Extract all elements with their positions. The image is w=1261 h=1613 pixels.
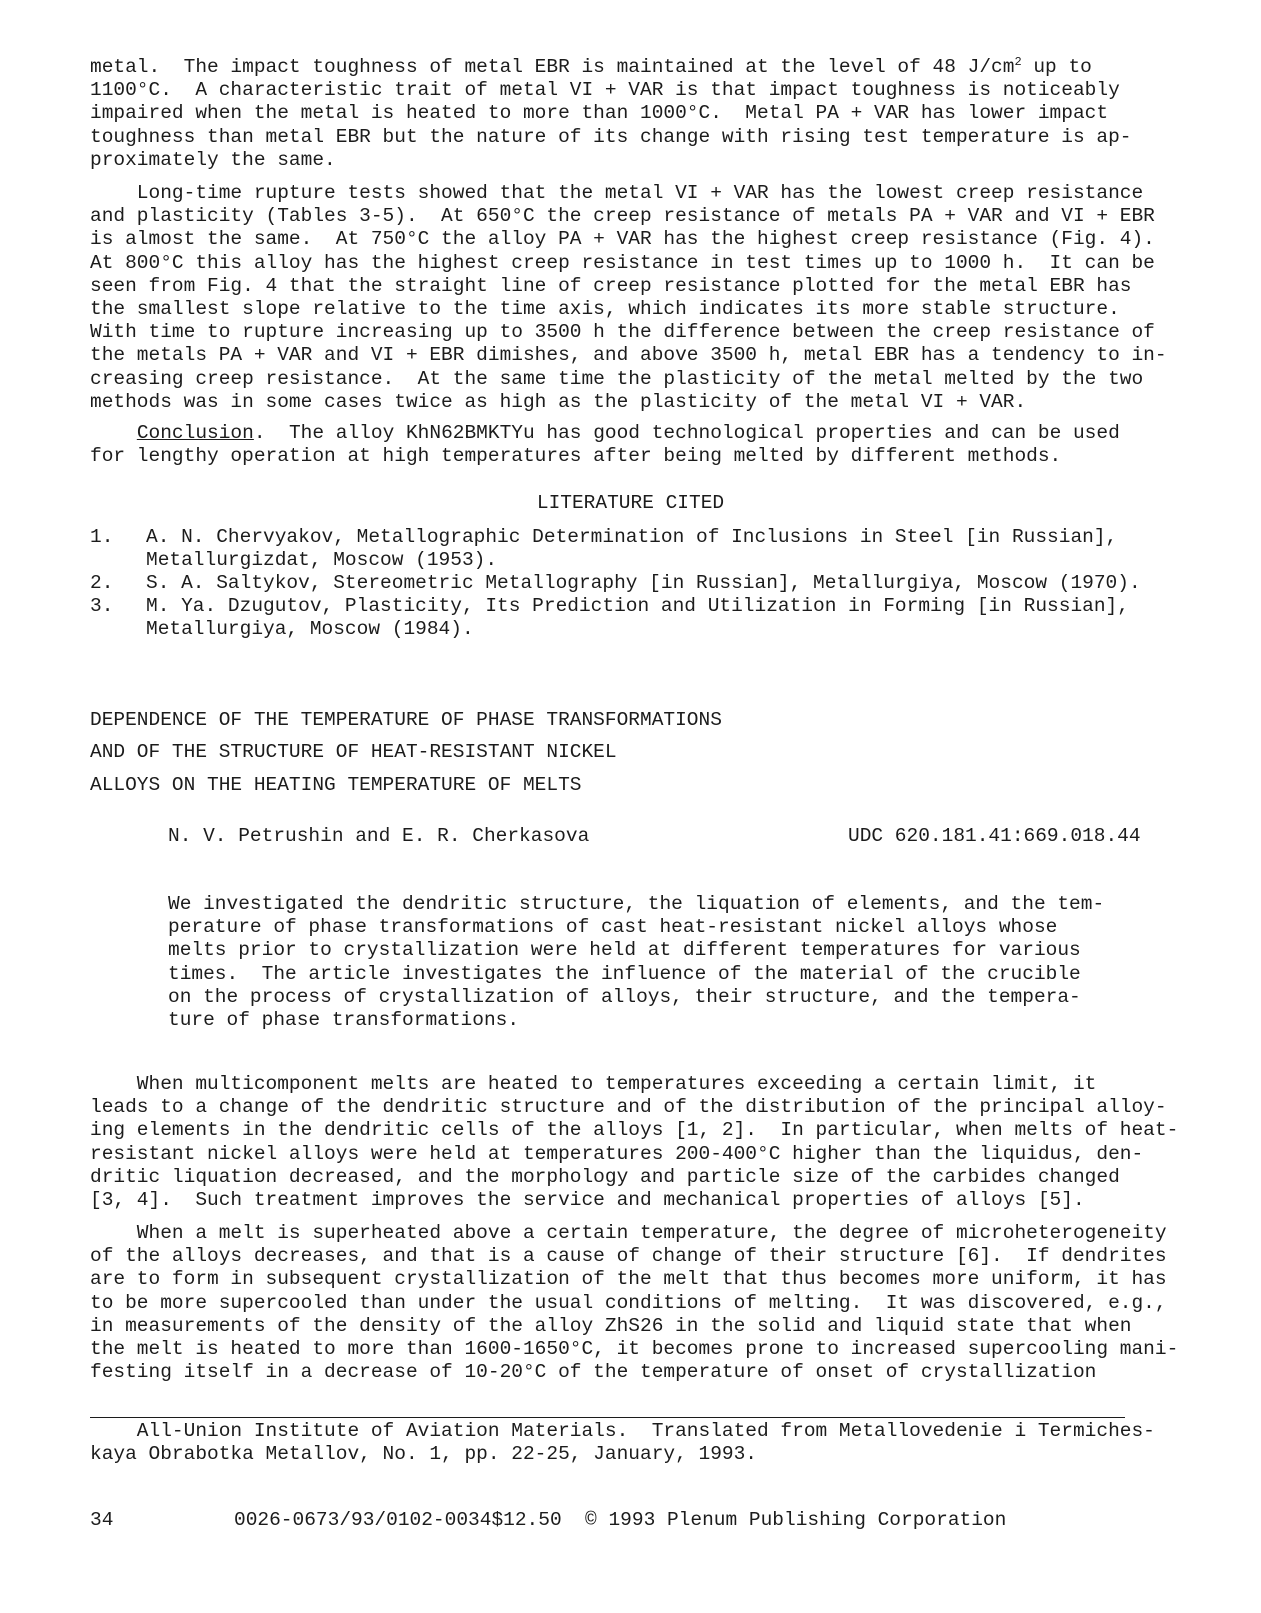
text-line: to be more supercooled than under the usual conditions of melting. It was discovered, e.g., — [90, 1291, 1167, 1314]
text-line: ture of phase transformations. — [168, 1009, 520, 1032]
reference-text: A. N. Chervyakov, Metallographic Determination of Inclusions in Steel [in Russian], — [146, 526, 1118, 548]
article-title-line-3: ALLOYS ON THE HEATING TEMPERATURE OF MELTS — [90, 774, 582, 796]
text-line: on the process of crystallization of alloys, their structure, and the tempera- — [168, 985, 1081, 1008]
text-line: When multicomponent melts are heated to temperatures exceeding a certain limit, it — [90, 1073, 1097, 1095]
text-line: melts prior to crystallization were held at different temperatures for various — [168, 939, 1081, 962]
text-line: creasing creep resistance. At the same time the plasticity of the metal melted by the two — [90, 367, 1144, 390]
text-line: dritic liquation decreased, and the morphology and particle size of the carbides changed — [90, 1165, 1120, 1188]
reference-number: 2. — [90, 572, 114, 594]
text-line: the melt is heated to more than 1600-1650°C, it becomes prone to increased supercooling mani- — [90, 1338, 1179, 1361]
text-line: 1100°C. A characteristic trait of metal VI + VAR is that impact toughness is noticeably — [90, 79, 1120, 102]
text-line: perature of phase transformations of cast heat-resistant nickel alloys whose — [168, 916, 1058, 939]
article-paragraph-2 — [90, 1222, 1179, 1384]
reference-text: S. A. Saltykov, Stereometric Metallography [in Russian], Metallurgiya, Moscow (1970). — [146, 572, 1141, 594]
reference-number: 3. — [90, 595, 114, 617]
abstract — [168, 893, 1105, 1032]
text-line: is almost the same. At 750°C the alloy PA + VAR has the highest creep resistance (Fig. 4). — [90, 228, 1155, 251]
text-line: methods was in some cases twice as high as the plasticity of the metal VI + VAR. — [90, 390, 1027, 413]
prev-article-paragraph-1 — [90, 56, 1140, 172]
publication-code: 0026-0673/93/0102-0034$12.50 © 1993 Plenum Publishing Corporation — [234, 1509, 1007, 1531]
text-line: [3, 4]. Such treatment improves the service and mechanical properties of alloys [5]. — [90, 1189, 1085, 1212]
reference-text: Metallurgizdat, Moscow (1953). — [146, 549, 498, 571]
article-title-line-1: DEPENDENCE OF THE TEMPERATURE OF PHASE TRANSFORMATIONS — [90, 709, 722, 731]
footnote — [90, 1420, 1155, 1466]
text-line: seen from Fig. 4 that the straight line of creep resistance plotted for the metal EBR has — [90, 274, 1132, 297]
text-line: for lengthy operation at high temperatures after being melted by different methods. — [90, 445, 1062, 468]
text-line: metal. The impact toughness of metal EBR is maintained at the level of 48 $J/cm^2$ up to — [90, 55, 1092, 78]
text-line: leads to a change of the dendritic structure and of the distribution of the principal alloy- — [90, 1096, 1167, 1119]
page-number: 34 — [90, 1509, 114, 1531]
reference-text: Metallurgiya, Moscow (1984). — [146, 618, 474, 640]
text-line: times. The article investigates the influence of the material of the crucible — [168, 962, 1081, 985]
text-line: With time to rupture increasing up to 3500 h the difference between the creep resistance of — [90, 321, 1155, 344]
text-line: are to form in subsequent crystallization of the melt that thus becomes more uniform, it has — [90, 1268, 1167, 1291]
text-line: of the alloys decreases, and that is a cause of change of their structure [6]. If dendrites — [90, 1245, 1167, 1268]
text-line: the metals PA + VAR and VI + EBR dimishes, and above 3500 h, metal EBR has a tendency to in- — [90, 344, 1167, 367]
text-line: in measurements of the density of the alloy ZhS26 in the solid and liquid state that when — [90, 1314, 1132, 1337]
text-line: All-Union Institute of Aviation Materials. Translated from Metallovedenie i Termiches- — [90, 1420, 1155, 1442]
reference-number: 1. — [90, 526, 114, 548]
udc-code: UDC 620.181.41:669.018.44 — [848, 825, 1141, 847]
text-line: impaired when the metal is heated to more than 1000°C. Metal PA + VAR has lower impact — [90, 102, 1109, 125]
text-line: proximately the same. — [90, 148, 336, 171]
text-line: We investigated the dendritic structure, the liquation of elements, and the tem- — [168, 893, 1105, 915]
literature-cited-heading: LITERATURE CITED — [536, 492, 725, 514]
text-line: the smallest slope relative to the time axis, which indicates its more stable structure. — [90, 298, 1120, 321]
conclusion-label: Conclusion — [136, 422, 254, 444]
text-line: and plasticity (Tables 3-5). At 650°C the creep resistance of metals PA + VAR and VI + EBR — [90, 205, 1155, 228]
text-line: Conclusion. The alloy KhN62BMKTYu has good technological properties and can be used — [136, 422, 1120, 444]
article-paragraph-1 — [90, 1073, 1179, 1212]
text-line: When a melt is superheated above a certain temperature, the degree of microheterogeneity — [90, 1222, 1167, 1244]
reference-text: M. Ya. Dzugutov, Plasticity, Its Prediction and Utilization in Forming [in Russian], — [146, 595, 1129, 617]
footnote-divider — [90, 1417, 1125, 1418]
text-line: ing elements in the dendritic cells of the alloys [1, 2]. In particular, when melts of heat- — [90, 1119, 1179, 1142]
text-line: At 800°C this alloy has the highest creep resistance in test times up to 1000 h. It can be — [90, 251, 1155, 274]
text-line: resistant nickel alloys were held at temperatures 200-400°C higher than the liquidus, den- — [90, 1142, 1144, 1165]
text-line: kaya Obrabotka Metallov, No. 1, pp. 22-25, January, 1993. — [90, 1443, 758, 1465]
article-authors: N. V. Petrushin and E. R. Cherkasova — [168, 825, 590, 847]
conclusion-paragraph — [90, 422, 1140, 468]
text-line: festing itself in a decrease of 10-20°C of the temperature of onset of crystallization — [90, 1361, 1097, 1384]
text-line: Long-time rupture tests showed that the metal VI + VAR has the lowest creep resistance — [90, 182, 1144, 204]
article-title-line-2: AND OF THE STRUCTURE OF HEAT-RESISTANT NICKEL — [90, 741, 617, 763]
prev-article-paragraph-2 — [90, 182, 1167, 414]
text-line: toughness than metal EBR but the nature of its change with rising test temperature is ap- — [90, 125, 1132, 148]
